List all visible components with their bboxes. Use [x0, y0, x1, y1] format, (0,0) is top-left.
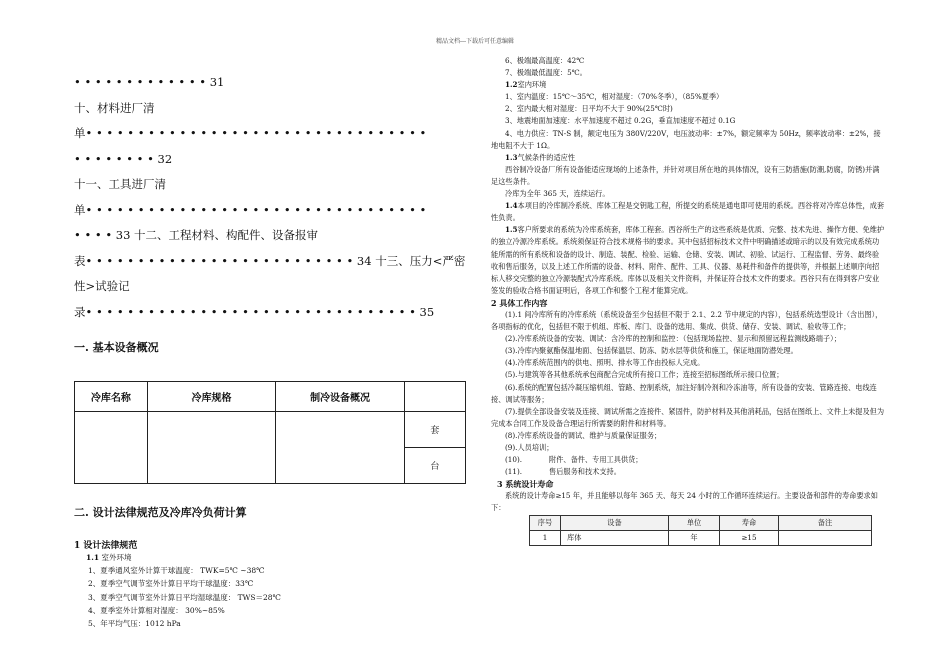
toc-line[interactable]: 十一、工具进厂清	[74, 177, 166, 191]
unit-piece: 台	[404, 448, 465, 484]
col-header-index: 序号	[530, 515, 561, 530]
item-number: (11).	[505, 467, 523, 477]
work-item: (7).提供全部设备安装及连接、调试所需之连接件、紧固件，防护材料及其他消耗品，包括在图纸上、文件上未提及但为完成本合同工作及设备合理运行所需要的附件和材料等。	[491, 406, 885, 428]
paragraph: 系统的设计寿命≥15 年，并且能够以每年 365 天、每天 24 小时的工作循环连续运行。主要设备和部件的寿命要求如下：	[491, 491, 878, 513]
work-item: (9).人员培训；	[505, 443, 554, 452]
cell-device: 库体	[561, 530, 669, 545]
cell-life: ≥15	[720, 530, 779, 545]
outdoor-conditions-list	[74, 564, 454, 630]
col-header-device: 设备	[561, 515, 669, 530]
col-header-name: 冷库名称	[75, 382, 148, 412]
work-item: (3).冷库内聚氨酯保温地面、包括保温层、防冻、防水层等供货和施工，保证地面防潜处理。	[505, 346, 798, 356]
subsection-number: 1.4	[505, 201, 518, 211]
subsection-climate	[491, 152, 886, 164]
cell-remark	[779, 530, 872, 545]
left-column	[74, 70, 466, 630]
work-item: (5).与建筑等各其他系统承包商配合完成所有接口工作；连接至招标图纸所示接口位置；	[505, 370, 784, 380]
paragraph: 西谷制冷设备厂所有设备能适应现场的上述条件，并针对项目所在地的具体情况，设有三防措施(防潮,防腐，防锈)并满足这些条件。	[491, 164, 880, 186]
list-item: 2、室内最大相对湿度：日平均不大于 90%(25℃时)	[505, 104, 673, 114]
list-item: 5、年平均气压：1012 hPa	[88, 619, 181, 629]
work-item: (6).系统的配置包括冷凝压缩机组、管路、控制系统，加注好制冷剂和冷冻油等，所有设备的安装、管路连接、电线连接、调试等服务；	[491, 382, 877, 404]
table-row	[530, 530, 872, 545]
toc-line[interactable]: 十、材料进厂清	[74, 100, 155, 115]
right-column	[491, 55, 886, 546]
subsection-label: 室内环境	[517, 80, 547, 90]
paragraph-turnkey	[491, 200, 886, 224]
toc-line[interactable]: • • • • • • • • 32	[74, 151, 173, 166]
col-header-refrigeration: 制冷设备概况	[276, 382, 405, 412]
list-item: 7、极端最低温度：5℃。	[505, 68, 587, 78]
toc-line[interactable]: • • • • • • • • • • • • • 31	[74, 75, 225, 89]
item-text: 附件、备件、专用工具供货；	[549, 455, 643, 465]
list-item: 4、夏季室外计算相对湿度： 30%~85%	[88, 605, 225, 615]
unit-set: 套	[404, 412, 465, 448]
item-number: (10).	[505, 455, 523, 465]
table-cell	[75, 412, 148, 484]
subsection-label: 气候条件的适应性	[517, 152, 576, 162]
col-header-life: 寿命	[720, 515, 779, 530]
subsection-number: 1.2	[505, 80, 518, 90]
subsection-title-design-codes: 1 设计法律规范	[74, 541, 138, 551]
section-title-design-life: 3 系统设计寿命	[497, 479, 554, 490]
toc-line[interactable]: 单• • • • • • • • • • • • • • • • • • • • • • • • • • • • • • • • •	[74, 126, 427, 140]
cell-index: 1	[530, 530, 561, 545]
list-item: 6、极端最高温度：42℃	[505, 56, 585, 65]
paragraph-text: 本项目的冷库制冷系统、库体工程是交钥匙工程，所提交的系统是通电即可使用的系统。西谷将对冷库总体性，成套性负责。	[491, 201, 885, 223]
list-item: 4、电力供应：TN-S 制，额定电压为 380V/220V，电压波动率：±7%，额定频率为 50Hz，频率波动率：±2%，接地电阻不大于 1Ω。	[491, 128, 881, 150]
work-item: (1).1 间冷库所有的冷库系统（系统设备至少包括但不限于 2.1、2.2 节中规定的内容），包括系统选型设计（含出图），各项指标的优化，包括但不限于机组、库板、库门、设备的选用、集成、供货、储存、安装、调试、验收等工作；	[491, 309, 883, 332]
cell-unit: 年	[669, 530, 720, 545]
col-header-spec: 冷库规格	[147, 382, 276, 412]
section-title-basic-equipment: 一. 基本设备概况	[74, 341, 159, 354]
list-item: 1、夏季通风室外计算干球温度： TWK=5℃ ~38℃	[88, 566, 265, 576]
section-title-work-content: 2 具体工作内容	[491, 297, 548, 308]
subsection-outdoor	[74, 551, 454, 564]
toc-line[interactable]: 性>试验记	[74, 279, 130, 293]
list-item: 1、室内温度：15℃～35℃，相对湿度：（70%冬季），（85%夏季）	[505, 92, 724, 102]
page-header: 精品文档---下载后可任意编辑	[435, 38, 515, 45]
toc-line[interactable]: 录• • • • • • • • • • • • • • • • • • • • • • • • • • • • • • • • 35	[74, 304, 435, 319]
equipment-table	[74, 381, 466, 484]
paragraph: 冷库为全年 365 天，连续运行。	[505, 189, 610, 199]
design-life-table	[529, 515, 872, 546]
table-cell	[404, 382, 465, 412]
col-header-remark: 备注	[779, 515, 872, 530]
table-of-contents	[74, 70, 466, 325]
subsection-indoor	[491, 79, 886, 91]
col-header-unit: 单位	[669, 515, 720, 530]
list-item: 3、夏季空气调节室外计算日平均湿球温度： TWS＝28℃	[88, 592, 281, 602]
work-item: (8).冷库系统设备的调试、维护与质量保证服务；	[505, 430, 662, 440]
toc-line[interactable]: 单• • • • • • • • • • • • • • • • • • • • • • • • • • • • • • • • •	[74, 202, 427, 217]
section-title-design-codes: 二. 设计法律规范及冷库冷负荷计算	[74, 506, 247, 519]
subsection-number: 1.1	[86, 553, 100, 562]
work-item: (2).冷库系统设备的安装、调试：含冷库的控制和监控：（包括现场监控、显示和预留远程监测线路端子）；	[505, 334, 841, 344]
subsection-number: 1.5	[505, 225, 518, 235]
subsection-number: 1.3	[505, 152, 518, 162]
table-cell	[147, 412, 276, 484]
list-item: 2、夏季空气调节室外计算日平均干球温度：33℃	[88, 579, 254, 589]
table-cell	[276, 412, 405, 484]
paragraph-system-requirements	[491, 224, 886, 297]
toc-line[interactable]: • • • • 33 十二、工程材料、构配件、设备报审	[74, 228, 319, 242]
paragraph-text: 客户所要求的系统为冷库系统套，库体工程套。西谷所生产的这些系统是优质、完整、技术先进、操作方便、免维护的独立冷源冷库系统。系统须保证符合技术规格书的要求。其中包括招标技术文件中明确描述或暗示的以及有效完成系统功能所需的所有系统和设备的设计、制造、装配、检验、运输、仓储、安装、调试、初验、试运行、工程监督、劳务、最终验收和售后服务，以及上述工作所需的设备、材料、附件、配件、工具、仪器、易耗件和备件的提供等，并根据上述顺序向招标人移交完整的独立冷源装配式冷库系统。库体以及相关文件资料，并保证符合技术文件的要求。西谷只有在得到客户安业签发的验收合格书面证明后，各项工作和整个工程才能算完成。	[491, 225, 885, 295]
item-text: 售后服务和技术支持。	[549, 467, 621, 477]
toc-line[interactable]: 表• • • • • • • • • • • • • • • • • • • • • • • • • • 34 十三、压力<严密	[74, 253, 466, 268]
work-item: (4).冷库系统范围内的供电、照明、排水等工作由投标人完成。	[505, 358, 705, 368]
list-item: 3、地震地面加速度：水平加速度不超过 0.2G，垂直加速度不超过 0.1G	[505, 116, 736, 126]
work-item	[491, 466, 886, 478]
work-item	[491, 454, 886, 466]
subsection-label: 室外环境	[101, 553, 132, 562]
